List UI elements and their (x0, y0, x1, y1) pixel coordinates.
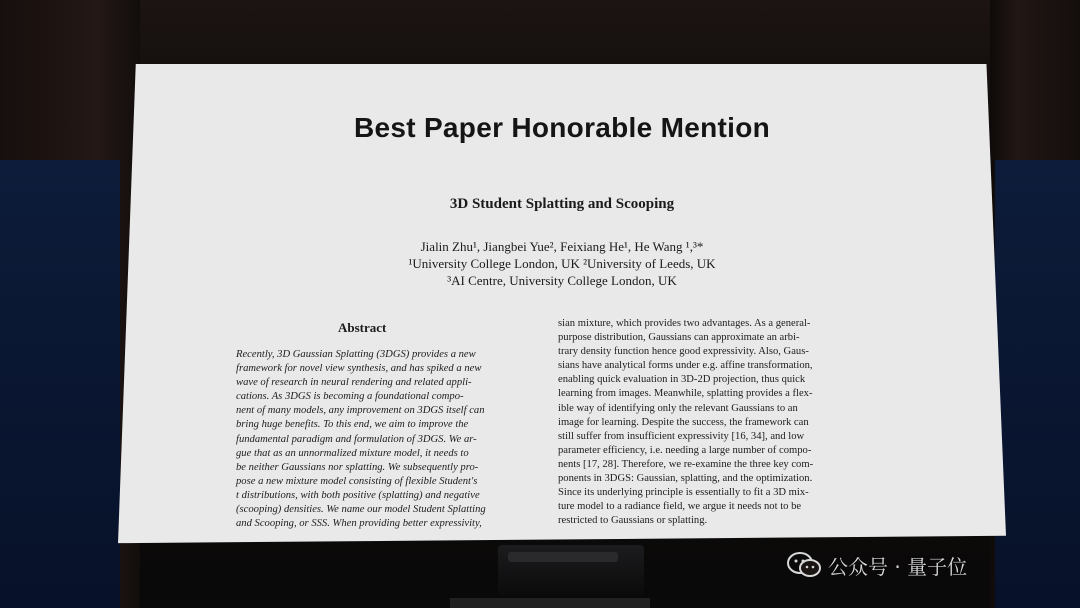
affiliation-line-1: ¹University College London, UK ²University of Leeds, UK (408, 256, 716, 271)
authors-line: Jialin Zhu¹, Jiangbei Yue², Feixiang He¹, He Wang ¹,³* (420, 239, 704, 254)
abstract-right-column: sian mixture, which provides two advantages. As a general- purpose distribution, Gaussians can approximate an arbi- trary density function hence good expressivity. Also, Gaus- sians have analytical forms under e.g. affine transformation, enabling quick evaluation in 3D-2D projection, thus quick learning from images. Meanwhile, splatting provides a flex- ible way of identifying only the relevant Gaussians to an image for learning. Despite the success, the framework can still suffer from insufficient expressivity [16, 34], and low parameter efficiency, i.e. needing a large number of compo- nents [17, 28]. Therefore, we re-examine the three key com- ponents in 3DGS: Gaussian, splatting, and the optimization. Since its underlying principle is essentially to fit a 3D mix- ture model to a radiance field, we argue it needs not to be restricted to Gaussians or splatting. (558, 318, 814, 527)
room-wall (0, 0, 1080, 70)
watermark-text: 公众号 · 量子位 (828, 554, 968, 579)
slide-content (118, 64, 1006, 558)
abstract-left-column: Recently, 3D Gaussian Splatting (3DGS) provides a new framework for novel view synthesis, and has spiked a new wave of research in neural rendering and related appli- cations. As 3DGS is becoming a foundational compo- nent of many models, any improvement on 3DGS itself can bring huge benefits. To this end, we aim to improve the fundamental paradigm and formulation of 3DGS. We ar- gue that as an unnormalized mixture model, it needs to be neither Gaussians nor splatting. We subsequently pro- pose a new mixture model consisting of flexible Student's t distributions, with both positive (splatting) and negative (scooping) densities. We name our model Student Splatting and Scooping, or SSS. When providing better expressivity, (236, 349, 486, 530)
slide-heading: Best Paper Honorable Mention (353, 112, 770, 143)
paper-title: 3D Student Splatting and Scooping (449, 196, 675, 212)
projector-vent (508, 552, 618, 562)
watermark (786, 548, 967, 582)
floor (450, 598, 650, 608)
left-blue-panel (0, 160, 120, 608)
wechat-icon (786, 551, 822, 579)
right-blue-panel (995, 160, 1080, 608)
affiliation-line-2: ³AI Centre, University College London, UK (447, 273, 677, 288)
abstract-heading: Abstract (338, 320, 387, 335)
author-block (118, 238, 1006, 289)
